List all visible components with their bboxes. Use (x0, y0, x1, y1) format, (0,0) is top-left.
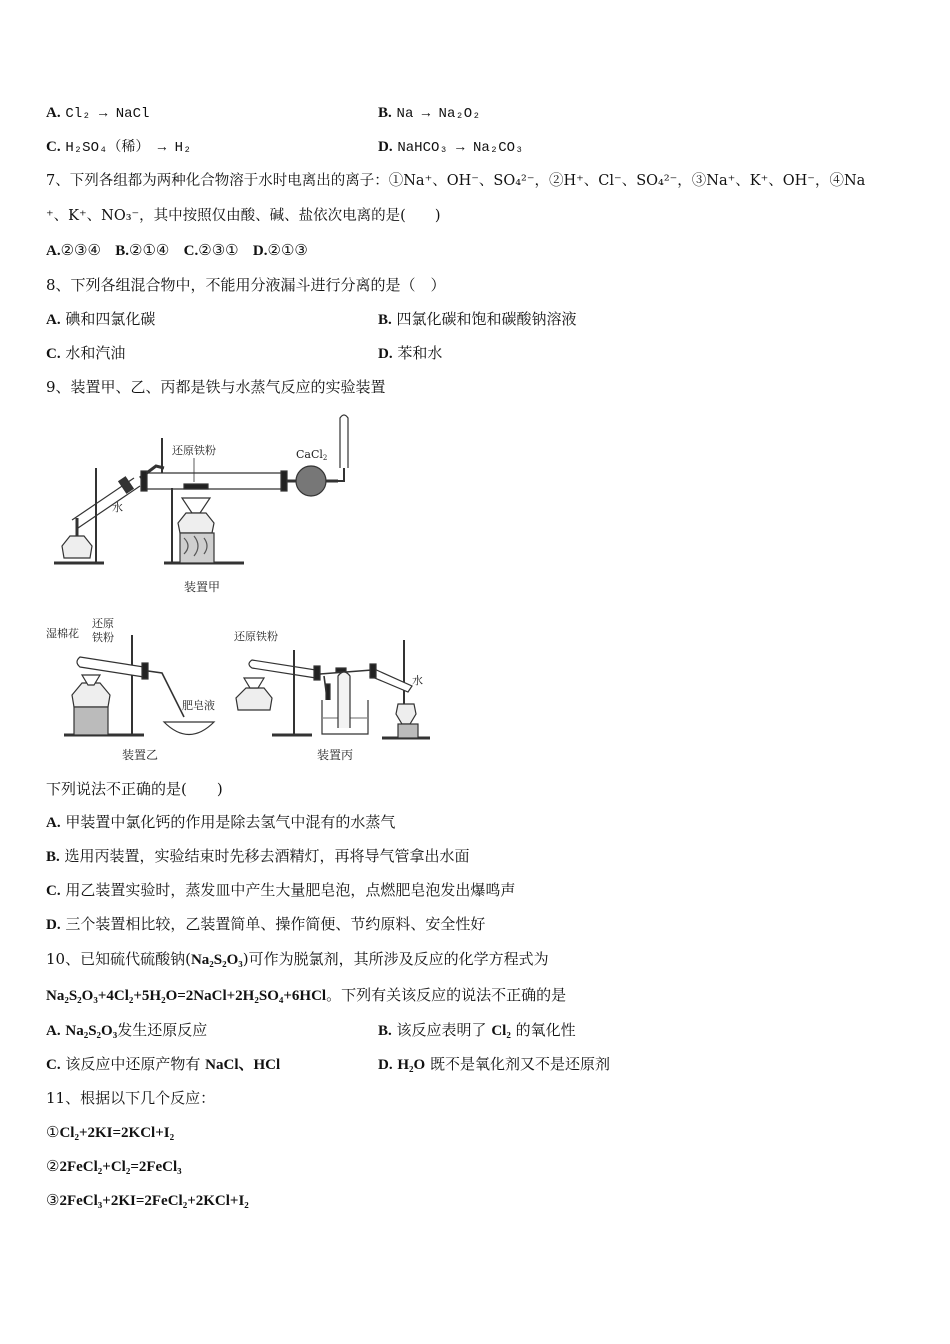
formula: NaCl、HCl (205, 1057, 281, 1073)
q10-option-b (378, 1020, 576, 1041)
option-label: D. (378, 346, 393, 362)
water-label: 水 (412, 674, 423, 687)
q7-options (46, 240, 308, 261)
option-label: A. (46, 1023, 61, 1039)
option-label: A. (46, 105, 61, 121)
option-label: A. (46, 815, 61, 831)
q10-stem-line1 (46, 949, 549, 970)
reaction-mark: ③ (46, 1191, 60, 1209)
option-text: ②③① (198, 241, 239, 259)
option-text: 该反应中还原产物有 (65, 1055, 201, 1073)
question-number: 8、 (46, 276, 71, 294)
option-text: 发生还原反应 (117, 1021, 208, 1039)
option-text: 用乙装置实验时，蒸发皿中产生大量肥皂泡，点燃肥皂泡发出爆鸣声 (65, 881, 516, 899)
iron-powder-label: 还原铁粉 (234, 630, 278, 643)
question-stem: 已知硫代硫酸钠( (80, 950, 191, 968)
option-text: 水和汽油 (65, 344, 126, 362)
option-text: ②①④ (129, 241, 170, 259)
iron-powder-label-2: 铁粉 (92, 631, 114, 644)
q9-option-c (46, 880, 515, 901)
option-label: C. (46, 883, 61, 899)
question-number: 7、 (46, 173, 70, 189)
equation: 2FeCl₃+2KI=2FeCl₂+2KCl+I₂ (59, 1193, 249, 1209)
cacl2-label: CaCl2 (296, 448, 328, 462)
question-stem: 下列各组混合物中，不能用分液漏斗进行分离的是（ ） (70, 276, 446, 294)
question-stem-cont: 。下列有关该反应的说法不正确的是 (326, 986, 567, 1004)
q9-option-a (46, 812, 395, 833)
option-label: A. (46, 243, 61, 259)
figure-caption: 装置甲 (184, 580, 221, 594)
figure-caption: 装置丙 (317, 748, 354, 762)
question-stem: 根据以下几个反应： (80, 1089, 216, 1107)
q11-reaction-1 (46, 1122, 174, 1143)
formula: H₂O (397, 1057, 426, 1073)
option-label: B. (378, 1023, 392, 1039)
q10-option-c (46, 1054, 280, 1075)
option-label: C. (46, 1057, 61, 1073)
option-text: 选用丙装置，实验结束时先移去酒精灯，再将导气管拿出水面 (64, 847, 470, 865)
option-text: 该反应表明了 (396, 1021, 487, 1039)
option-text: H₂SO₄（稀） → H₂ (65, 140, 192, 156)
option-label: B. (115, 243, 130, 259)
wet-cotton-label: 湿棉花 (46, 627, 79, 640)
option-label: A. (46, 312, 61, 328)
apparatus-yi-figure (44, 615, 234, 765)
question-stem-cont: )可作为脱氯剂，其所涉及反应的化学方程式为 (242, 950, 549, 968)
question-number: 9、 (46, 378, 71, 396)
reaction-mark: ② (46, 1157, 60, 1175)
option-text: ②③④ (60, 241, 101, 259)
formula: Na₂S₂O₃ (65, 1023, 118, 1039)
q10-option-a (46, 1020, 207, 1041)
q9-stem (46, 377, 386, 397)
q6-option-a (46, 102, 149, 124)
equation: 2FeCl₂+Cl₂=2FeCl₃ (59, 1159, 182, 1175)
formula: Cl₂ (491, 1023, 511, 1039)
option-text: 碘和四氯化碳 (65, 310, 156, 328)
option-text: 的氧化性 (515, 1021, 576, 1039)
q10-stem-line2 (46, 985, 566, 1006)
equation: Cl₂+2KI=2KCl+I₂ (59, 1125, 175, 1141)
q9-question (46, 779, 223, 799)
option-label: C. (46, 139, 61, 155)
q11-reaction-3 (46, 1190, 249, 1211)
option-label: D. (378, 139, 393, 155)
option-text: 三个装置相比较，乙装置简单、操作简便、节约原料、安全性好 (65, 915, 486, 933)
q6-option-c (46, 136, 191, 158)
apparatus-jia-figure (44, 408, 364, 598)
question-number: 11、 (46, 1089, 81, 1107)
q7-stem-line1 (46, 171, 865, 191)
option-text: NaHCO₃ → Na₂CO₃ (397, 140, 524, 156)
option-text: 既不是氧化剂又不是还原剂 (430, 1055, 611, 1073)
q7-stem-line2 (46, 206, 441, 226)
option-label: D. (46, 917, 61, 933)
question-stem: 下列说法不正确的是( ) (46, 780, 223, 798)
option-text: Cl₂ → NaCl (65, 106, 150, 122)
q8-option-c (46, 343, 125, 364)
water-label: 水 (112, 501, 123, 514)
option-text: ②①③ (267, 241, 308, 259)
question-stem-cont: ⁺、K⁺、NO₃⁻，其中按照仅由酸、碱、盐依次电离的是( ) (46, 208, 441, 224)
option-text: Na → Na₂O₂ (396, 106, 481, 122)
option-label: B. (378, 105, 392, 121)
figure-caption: 装置乙 (122, 748, 159, 762)
q8-option-a (46, 309, 155, 330)
option-text: 苯和水 (397, 344, 443, 362)
option-label: C. (183, 243, 199, 259)
iron-powder-label-1: 还原 (92, 617, 114, 630)
option-label: B. (378, 312, 392, 328)
question-number: 10、 (46, 950, 81, 968)
q8-option-d (378, 343, 442, 364)
formula: Na₂S₂O₃ (190, 952, 243, 968)
q10-option-d (378, 1054, 610, 1075)
apparatus-bing-figure (232, 620, 432, 765)
soap-solution-label: 肥皂液 (182, 699, 215, 712)
option-label: C. (46, 346, 61, 362)
q6-option-b (378, 102, 481, 124)
option-text: 四氯化碳和饱和碳酸钠溶液 (396, 310, 577, 328)
option-label: D. (252, 243, 268, 259)
reaction-mark: ① (46, 1123, 60, 1141)
q11-reaction-2 (46, 1156, 182, 1177)
option-label: D. (378, 1057, 393, 1073)
q8-option-b (378, 309, 577, 330)
option-label: B. (46, 849, 60, 865)
equation: Na₂S₂O₃+4Cl₂+5H₂O=2NaCl+2H₂SO₄+6HCl (46, 988, 327, 1004)
q9-option-d (46, 914, 485, 935)
option-text: 甲装置中氯化钙的作用是除去氢气中混有的水蒸气 (65, 813, 396, 831)
q8-stem (46, 275, 446, 295)
q11-stem (46, 1088, 215, 1108)
q9-option-b (46, 846, 470, 867)
iron-powder-label: 还原铁粉 (172, 444, 216, 457)
q6-option-d (378, 136, 523, 158)
question-stem: 下列各组都为两种化合物溶于水时电离出的离子：①Na⁺、OH⁻、SO₄²⁻，②H⁺、Cl⁻、SO₄²⁻，③Na⁺、K⁺、OH⁻，④Na (69, 173, 866, 189)
question-stem: 装置甲、乙、丙都是铁与水蒸气反应的实验装置 (70, 378, 386, 396)
